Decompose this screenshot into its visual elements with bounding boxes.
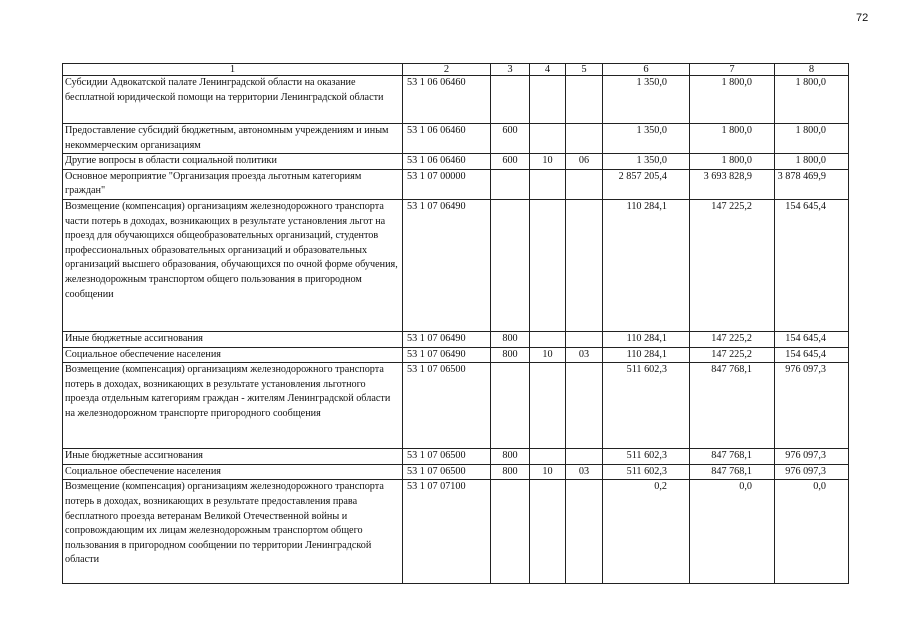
header-cell: 3 (491, 64, 530, 76)
row-subsection: 03 (566, 347, 603, 363)
row-expense-type (491, 169, 530, 199)
row-value-col6: 511 602,3 (603, 363, 690, 449)
row-expense-type (491, 363, 530, 449)
row-value-col8: 1 800,0 (775, 154, 849, 170)
row-code: 53 1 07 06490 (403, 199, 491, 331)
row-subsection (566, 363, 603, 449)
row-description: Предоставление субсидий бюджетным, автономным учреждениям и иным некоммерческим организациям (63, 124, 403, 154)
row-value-col7: 1 800,0 (690, 124, 775, 154)
row-value-col8: 154 645,4 (775, 347, 849, 363)
row-value-col8: 1 800,0 (775, 124, 849, 154)
table-row (63, 154, 849, 170)
row-expense-type (491, 76, 530, 124)
row-value-col8: 0,0 (775, 480, 849, 584)
row-value-col7: 147 225,2 (690, 347, 775, 363)
row-value-col8: 154 645,4 (775, 331, 849, 347)
header-cell: 2 (403, 64, 491, 76)
row-section (530, 199, 566, 331)
row-code: 53 1 07 00000 (403, 169, 491, 199)
row-value-col6: 110 284,1 (603, 347, 690, 363)
row-value-col7: 147 225,2 (690, 199, 775, 331)
row-description: Возмещение (компенсация) организациям железнодорожного транспорта потерь в доходах, возникающих в результате предоставления права бесплатного проезда ветеранам Великой Отечественной войны и сопровождающим их лицам железнодорожным транспортом общего пользования в пригородном сообщении по территории Ленинградской области (63, 480, 403, 584)
row-value-col6: 110 284,1 (603, 331, 690, 347)
row-value-col8: 3 878 469,9 (775, 169, 849, 199)
row-code: 53 1 07 07100 (403, 480, 491, 584)
row-value-col8: 976 097,3 (775, 363, 849, 449)
row-section (530, 480, 566, 584)
row-description: Субсидии Адвокатской палате Ленинградской области на оказание бесплатной юридической помощи на территории Ленинградской области (63, 76, 403, 124)
header-cell: 4 (530, 64, 566, 76)
row-value-col7: 147 225,2 (690, 331, 775, 347)
table-header-row (63, 64, 849, 76)
row-description: Иные бюджетные ассигнования (63, 449, 403, 465)
header-cell: 5 (566, 64, 603, 76)
row-description: Другие вопросы в области социальной политики (63, 154, 403, 170)
row-expense-type: 600 (491, 124, 530, 154)
row-description: Возмещение (компенсация) организациям железнодорожного транспорта части потерь в доходах, возникающих в результате установления льгот на проезд для обучающихся общеобразовательных организаций, студентов профессиональных образовательных организаций и образовательных организаций высшего образования, обучающихся по очной форме обучения, железнодорожным транспортом общего пользования в пригородном сообщении (63, 199, 403, 331)
row-value-col7: 1 800,0 (690, 76, 775, 124)
row-code: 53 1 07 06490 (403, 347, 491, 363)
table-row (63, 363, 849, 449)
row-value-col6: 0,2 (603, 480, 690, 584)
row-section (530, 76, 566, 124)
row-code: 53 1 07 06500 (403, 449, 491, 465)
row-value-col6: 1 350,0 (603, 76, 690, 124)
row-subsection: 06 (566, 154, 603, 170)
row-value-col7: 847 768,1 (690, 449, 775, 465)
row-code: 53 1 07 06500 (403, 363, 491, 449)
row-value-col6: 2 857 205,4 (603, 169, 690, 199)
row-section: 10 (530, 347, 566, 363)
row-description: Социальное обеспечение населения (63, 347, 403, 363)
row-value-col6: 1 350,0 (603, 154, 690, 170)
row-value-col7: 0,0 (690, 480, 775, 584)
row-subsection (566, 449, 603, 465)
row-value-col7: 3 693 828,9 (690, 169, 775, 199)
row-subsection (566, 76, 603, 124)
row-subsection (566, 480, 603, 584)
row-description: Социальное обеспечение населения (63, 464, 403, 480)
row-value-col6: 1 350,0 (603, 124, 690, 154)
row-value-col6: 110 284,1 (603, 199, 690, 331)
row-subsection: 03 (566, 464, 603, 480)
table-row (63, 449, 849, 465)
row-value-col6: 511 602,3 (603, 464, 690, 480)
table-row (63, 76, 849, 124)
table-row (63, 199, 849, 331)
row-code: 53 1 07 06490 (403, 331, 491, 347)
header-cell: 6 (603, 64, 690, 76)
table-row (63, 331, 849, 347)
row-value-col7: 847 768,1 (690, 464, 775, 480)
table-row (63, 124, 849, 154)
row-section (530, 169, 566, 199)
row-subsection (566, 124, 603, 154)
row-subsection (566, 169, 603, 199)
header-cell: 1 (63, 64, 403, 76)
row-section (530, 331, 566, 347)
row-code: 53 1 07 06500 (403, 464, 491, 480)
header-cell: 8 (775, 64, 849, 76)
row-value-col8: 1 800,0 (775, 76, 849, 124)
page-number: 72 (856, 12, 869, 24)
row-value-col6: 511 602,3 (603, 449, 690, 465)
row-value-col7: 847 768,1 (690, 363, 775, 449)
row-code: 53 1 06 06460 (403, 154, 491, 170)
table-row (63, 347, 849, 363)
row-expense-type: 800 (491, 331, 530, 347)
row-description: Основное мероприятие "Организация проезда льготным категориям граждан" (63, 169, 403, 199)
row-value-col7: 1 800,0 (690, 154, 775, 170)
table-row (63, 169, 849, 199)
row-value-col8: 976 097,3 (775, 449, 849, 465)
row-expense-type: 600 (491, 154, 530, 170)
row-value-col8: 976 097,3 (775, 464, 849, 480)
row-section (530, 449, 566, 465)
row-code: 53 1 06 06460 (403, 76, 491, 124)
row-section (530, 363, 566, 449)
row-description: Возмещение (компенсация) организациям железнодорожного транспорта потерь в доходах, возникающих в результате установления льготного проезда отдельным категориям граждан - жителям Ленинградской области на железнодорожном транспорте пригородного сообщения (63, 363, 403, 449)
row-subsection (566, 331, 603, 347)
row-expense-type (491, 199, 530, 331)
table-row (63, 480, 849, 584)
row-expense-type: 800 (491, 464, 530, 480)
row-code: 53 1 06 06460 (403, 124, 491, 154)
row-expense-type: 800 (491, 347, 530, 363)
row-subsection (566, 199, 603, 331)
row-expense-type: 800 (491, 449, 530, 465)
row-expense-type (491, 480, 530, 584)
row-value-col8: 154 645,4 (775, 199, 849, 331)
row-section (530, 124, 566, 154)
header-cell: 7 (690, 64, 775, 76)
row-section: 10 (530, 154, 566, 170)
row-section: 10 (530, 464, 566, 480)
budget-table (62, 63, 849, 584)
table-row (63, 464, 849, 480)
row-description: Иные бюджетные ассигнования (63, 331, 403, 347)
